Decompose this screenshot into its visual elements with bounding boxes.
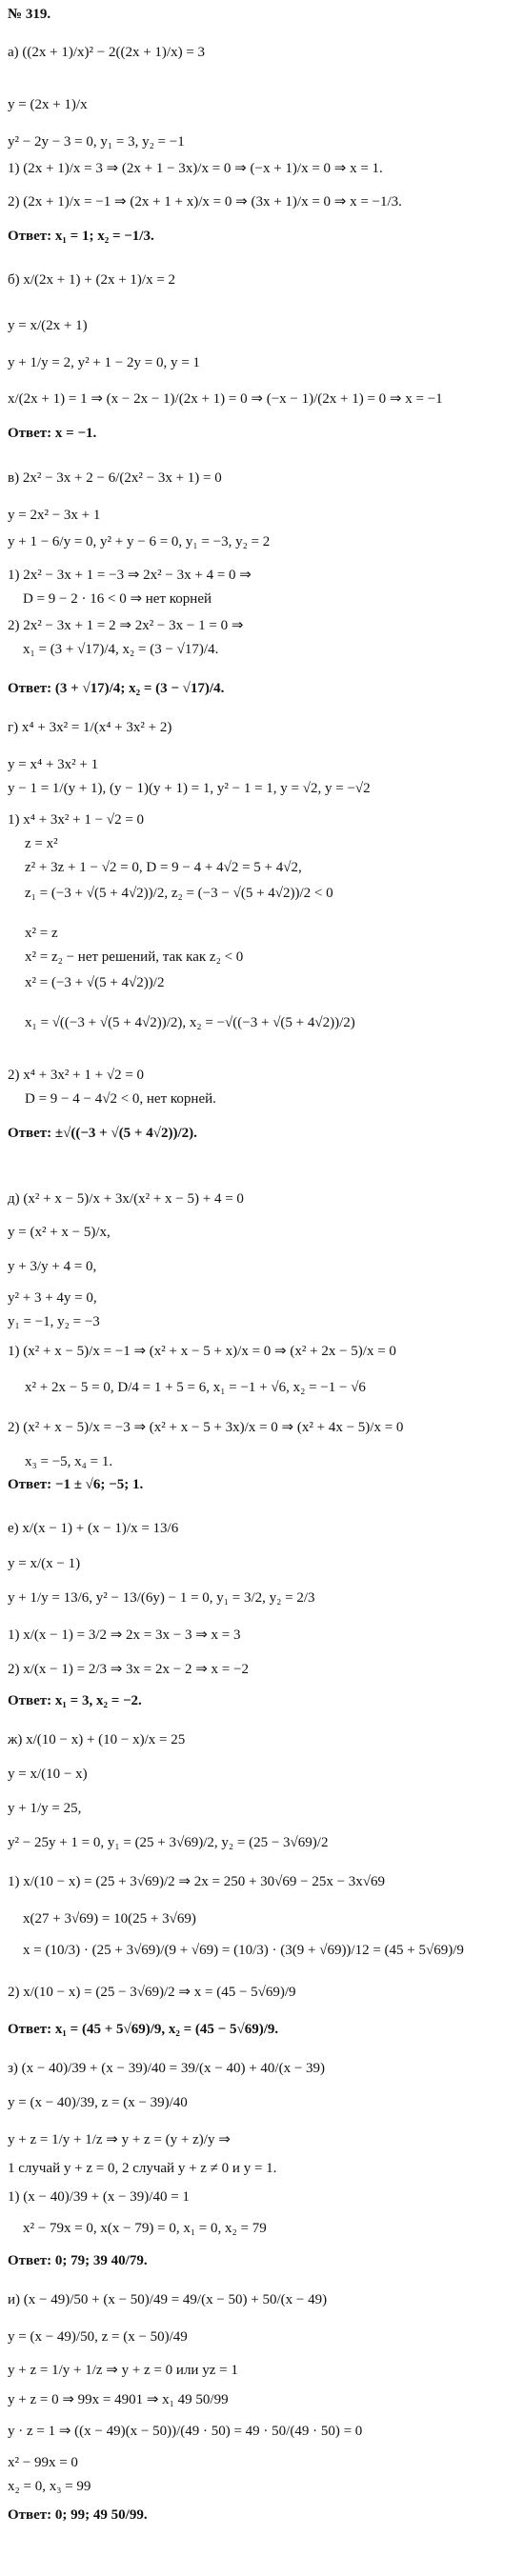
solution-line: д) (x² + x − 5)/x + 3x/(x² + x − 5) + 4 = 0 <box>8 1191 244 1207</box>
solution-line: y + 1/y = 13/6, y² − 13/(6y) − 1 = 0, y₁ = 3/2, y₂ = 2/3 <box>8 1590 315 1606</box>
solution-line: x₁ = √((−3 + √(5 + 4√2))/2), x₂ = −√((−3 + √(5 + 4√2))/2) <box>25 1015 355 1030</box>
solution-line: Ответ: x₁ = (45 + 5√69)/9, x₂ = (45 − 5√69)/9. <box>8 2022 279 2037</box>
solution-line: x² − 79x = 0, x(x − 79) = 0, x₁ = 0, x₂ = 79 <box>23 2221 267 2236</box>
solution-line: y + 3/y + 4 = 0, <box>8 1259 97 1274</box>
solution-line: 2) 2x² − 3x + 1 = 2 ⇒ 2x² − 3x − 1 = 0 ⇒ <box>8 618 244 633</box>
solution-line: y² − 25y + 1 = 0, y₁ = (25 + 3√69)/2, y₂ = (25 − 3√69)/2 <box>8 1835 329 1850</box>
solution-line: 1) (2x + 1)/x = 3 ⇒ (2x + 1 − 3x)/x = 0 ⇒ (−x + 1)/x = 0 ⇒ x = 1. <box>8 161 383 176</box>
solution-line: x(27 + 3√69) = 10(25 + 3√69) <box>23 1911 196 1927</box>
solution-line: 2) (2x + 1)/x = −1 ⇒ (2x + 1 + x)/x = 0 ⇒ (3x + 1)/x = 0 ⇒ x = −1/3. <box>8 194 402 210</box>
solution-line: г) x⁴ + 3x² = 1/(x⁴ + 3x² + 2) <box>8 720 172 735</box>
solution-line: x/(2x + 1) = 1 ⇒ (x − 2x − 1)/(2x + 1) = 0 ⇒ (−x − 1)/(2x + 1) = 0 ⇒ x = −1 <box>8 391 443 407</box>
solution-line: y = 2x² − 3x + 1 <box>8 508 101 523</box>
solution-line: 1) x/(10 − x) = (25 + 3√69)/2 ⇒ 2x = 250 + 30√69 − 25x − 3x√69 <box>8 1874 386 1889</box>
solution-line: Ответ: ±√((−3 + √(5 + 4√2))/2). <box>8 1126 197 1141</box>
solution-line: 1) 2x² − 3x + 1 = −3 ⇒ 2x² − 3x + 4 = 0 ⇒ <box>8 568 252 583</box>
solution-line: y = (x − 49)/50, z = (x − 50)/49 <box>8 2329 188 2345</box>
solution-line: и) (x − 49)/50 + (x − 50)/49 = 49/(x − 50) + 50/(x − 49) <box>8 2292 328 2307</box>
solution-line: y² + 3 + 4y = 0, <box>8 1290 97 1306</box>
solution-line: y = x⁴ + 3x² + 1 <box>8 757 99 772</box>
solution-line: z² + 3z + 1 − √2 = 0, D = 9 − 4 + 4√2 = 5 + 4√2, <box>25 860 302 875</box>
solution-line: z₁ = (−3 + √(5 + 4√2))/2, z₂ = (−3 − √(5 + 4√2))/2 < 0 <box>25 886 333 901</box>
solution-line: Ответ: −1 ± √6; −5; 1. <box>8 1477 144 1492</box>
solution-line: Ответ: (3 + √17)/4; x₂ = (3 − √17)/4. <box>8 681 225 696</box>
solution-line: 1) (x − 40)/39 + (x − 39)/40 = 1 <box>8 2189 190 2205</box>
solution-line: y + 1 − 6/y = 0, y² + y − 6 = 0, y₁ = −3, y₂ = 2 <box>8 534 271 549</box>
solution-line: D = 9 − 2 · 16 < 0 ⇒ нет корней <box>23 591 212 607</box>
solution-line: y = (2x + 1)/x <box>8 97 88 112</box>
solution-line: Ответ: 0; 99; 49 50/99. <box>8 2507 148 2523</box>
solution-line: y = x/(x − 1) <box>8 1556 81 1571</box>
solution-line: в) 2x² − 3x + 2 − 6/(2x² − 3x + 1) = 0 <box>8 470 222 486</box>
solution-line: y + z = 1/y + 1/z ⇒ y + z = 0 или yz = 1 <box>8 2363 238 2378</box>
solution-line: з) (x − 40)/39 + (x − 39)/40 = 39/(x − 40) + 40/(x − 39) <box>8 2061 326 2076</box>
solution-line: 1) x⁴ + 3x² + 1 − √2 = 0 <box>8 812 145 828</box>
solution-line: x² = z₂ − нет решений, так как z₂ < 0 <box>25 949 244 965</box>
solution-line: а) ((2x + 1)/x)² − 2((2x + 1)/x) = 3 <box>8 45 206 60</box>
solution-line: 1) x/(x − 1) = 3/2 ⇒ 2x = 3x − 3 ⇒ x = 3 <box>8 1627 241 1643</box>
solution-line: ж) x/(10 − x) + (10 − x)/x = 25 <box>8 1732 186 1747</box>
solution-line: y + z = 1/y + 1/z ⇒ y + z = (y + z)/y ⇒ <box>8 2132 231 2147</box>
solution-line: y = x/(10 − x) <box>8 1767 88 1782</box>
solution-line: y² − 2y − 3 = 0, y₁ = 3, y₂ = −1 <box>8 134 185 150</box>
solution-line: 2) x/(x − 1) = 2/3 ⇒ 3x = 2x − 2 ⇒ x = −2 <box>8 1662 249 1677</box>
solution-line: y₁ = −1, y₂ = −3 <box>8 1314 100 1329</box>
solution-line: x₁ = (3 + √17)/4, x₂ = (3 − √17)/4. <box>23 642 219 657</box>
solution-line: y + 1/y = 25, <box>8 1801 82 1816</box>
solution-line: 2) x/(10 − x) = (25 − 3√69)/2 ⇒ x = (45 − 5√69)/9 <box>8 1985 296 2000</box>
solution-line: 2) (x² + x − 5)/x = −3 ⇒ (x² + x − 5 + 3x)/x = 0 ⇒ (x² + 4x − 5)/x = 0 <box>8 1420 404 1435</box>
problem-number: № 319. <box>8 7 51 22</box>
solution-line: е) x/(x − 1) + (x − 1)/x = 13/6 <box>8 1521 179 1536</box>
solution-line: y = x/(2x + 1) <box>8 318 88 333</box>
solution-line: б) x/(2x + 1) + (2x + 1)/x = 2 <box>8 272 176 288</box>
solution-line: Ответ: x₁ = 3, x₂ = −2. <box>8 1693 142 1708</box>
solution-line: y = (x − 40)/39, z = (x − 39)/40 <box>8 2095 188 2110</box>
solution-line: y = (x² + x − 5)/x, <box>8 1225 111 1240</box>
solution-line: Ответ: 0; 79; 39 40/79. <box>8 2253 148 2268</box>
solution-line: x² = z <box>25 926 58 941</box>
solution-line: 1) (x² + x − 5)/x = −1 ⇒ (x² + x − 5 + x)/x = 0 ⇒ (x² + 2x − 5)/x = 0 <box>8 1344 396 1359</box>
solution-line: x² = (−3 + √(5 + 4√2))/2 <box>25 975 165 990</box>
solution-line: x² + 2x − 5 = 0, D/4 = 1 + 5 = 6, x₁ = −1 + √6, x₂ = −1 − √6 <box>25 1380 366 1395</box>
solution-line: x = (10/3) · (25 + 3√69)/(9 + √69) = (10/3) · (3(9 + √69))/12 = (45 + 5√69)/9 <box>23 1943 464 1958</box>
solution-line: D = 9 − 4 − 4√2 < 0, нет корней. <box>25 1091 216 1107</box>
solution-line: Ответ: x = −1. <box>8 426 97 441</box>
solution-line: 2) x⁴ + 3x² + 1 + √2 = 0 <box>8 1068 145 1083</box>
solution-line: z = x² <box>25 836 58 851</box>
solution-line: y · z = 1 ⇒ ((x − 49)(x − 50))/(49 · 50) = 49 · 50/(49 · 50) = 0 <box>8 2424 363 2439</box>
solution-line: y + 1/y = 2, y² + 1 − 2y = 0, y = 1 <box>8 355 200 370</box>
solution-line: x₂ = 0, x₃ = 99 <box>8 2479 91 2494</box>
solution-line: 1 случай y + z = 0, 2 случай y + z ≠ 0 и y = 1. <box>8 2161 277 2176</box>
solution-line: y + z = 0 ⇒ 99x = 4901 ⇒ x₁ 49 50/99 <box>8 2392 229 2407</box>
solution-line: y − 1 = 1/(y + 1), (y − 1)(y + 1) = 1, y² − 1 = 1, y = √2, y = −√2 <box>8 781 371 796</box>
solution-line: x² − 99x = 0 <box>8 2455 78 2470</box>
solution-line: Ответ: x₁ = 1; x₂ = −1/3. <box>8 229 154 244</box>
solution-line: x₃ = −5, x₄ = 1. <box>25 1454 113 1469</box>
